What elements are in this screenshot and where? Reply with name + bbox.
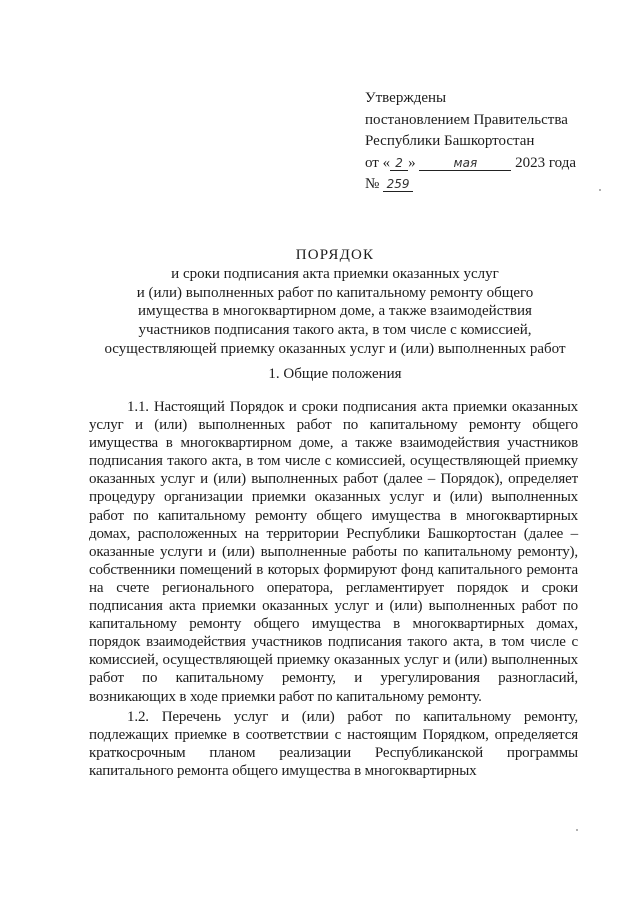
approval-line-approved: Утверждены bbox=[365, 90, 447, 106]
scan-speck bbox=[576, 829, 578, 831]
approval-line-republic: Республики Башкортостан bbox=[365, 133, 535, 149]
paragraph-1-2: 1.2. Перечень услуг и (или) работ по капитальному ремонту, подлежащих приемке в соответствии с настоящим Порядком, определяется краткосрочным планом реализации Республиканской программы капитального ремонта общего имущества в многоквартирных bbox=[89, 708, 578, 779]
date-day-handwritten: 2 bbox=[390, 157, 408, 171]
document-title bbox=[80, 246, 590, 359]
paragraph-1-1: 1.1. Настоящий Порядок и сроки подписания акта приемки оказанных услуг и (или) выполненных работ по капитальному ремонту общего имущества в многоквартирном доме, а также взаимодействия участников подписания такого акта, в том числе с комиссией, осуществляющей приемку оказанных услуг и (или) выполненных работ (далее – Порядок), определяет процедуру организации приемки оказанных услуг и (или) выполненных работ по капитальному ремонту общего имущества в многоквартирных домах, расположенных на территории Республики Башкортостан (далее – оказанные услуги и (или) выполненные работы по капитальному ремонту), собственники помещений в которых формируют фонд капитального ремонта на счете регионального оператора, регламентирует порядок и сроки подписания акта приемки оказанных услуг и (или) выполненных работ по капитальному ремонту общего имущества в многоквартирных домах, порядок взаимодействия участников подписания такого акта, в том числе с комиссией, осуществляющей приемку оказанных услуг и (или) выполненных работ по капитальному ремонту, и урегулирования разногласий, возникающих в ходе приемки работ по капитальному ремонту. bbox=[89, 399, 578, 705]
number-prefix: № bbox=[365, 176, 380, 192]
date-month-handwritten: мая bbox=[419, 157, 511, 171]
title-line: имущества в многоквартирном доме, а также взаимодействия bbox=[138, 303, 532, 320]
approval-line-resolution: постановлением Правительства bbox=[365, 111, 568, 128]
title-line: осуществляющей приемку оказанных услуг и (или) выполненных работ bbox=[104, 340, 566, 357]
date-mid: » bbox=[408, 154, 416, 171]
approval-date bbox=[365, 153, 576, 175]
title-line: и (или) выполненных работ по капитальному ремонту общего bbox=[136, 284, 534, 301]
date-year: 2023 года bbox=[515, 154, 576, 171]
scan-speck bbox=[599, 189, 601, 191]
approval-stamp bbox=[365, 88, 576, 196]
number-value-handwritten: 259 bbox=[383, 178, 413, 192]
section-heading: 1. Общие положения bbox=[268, 366, 402, 382]
date-prefix: от « bbox=[365, 154, 391, 171]
approval-number bbox=[365, 174, 576, 196]
document-body bbox=[89, 398, 578, 782]
title-line: участников подписания такого акта, в том числе с комиссией, bbox=[138, 322, 532, 339]
title-main: ПОРЯДОК bbox=[295, 247, 375, 263]
title-line: и сроки подписания акта приемки оказанных услуг bbox=[171, 265, 499, 282]
